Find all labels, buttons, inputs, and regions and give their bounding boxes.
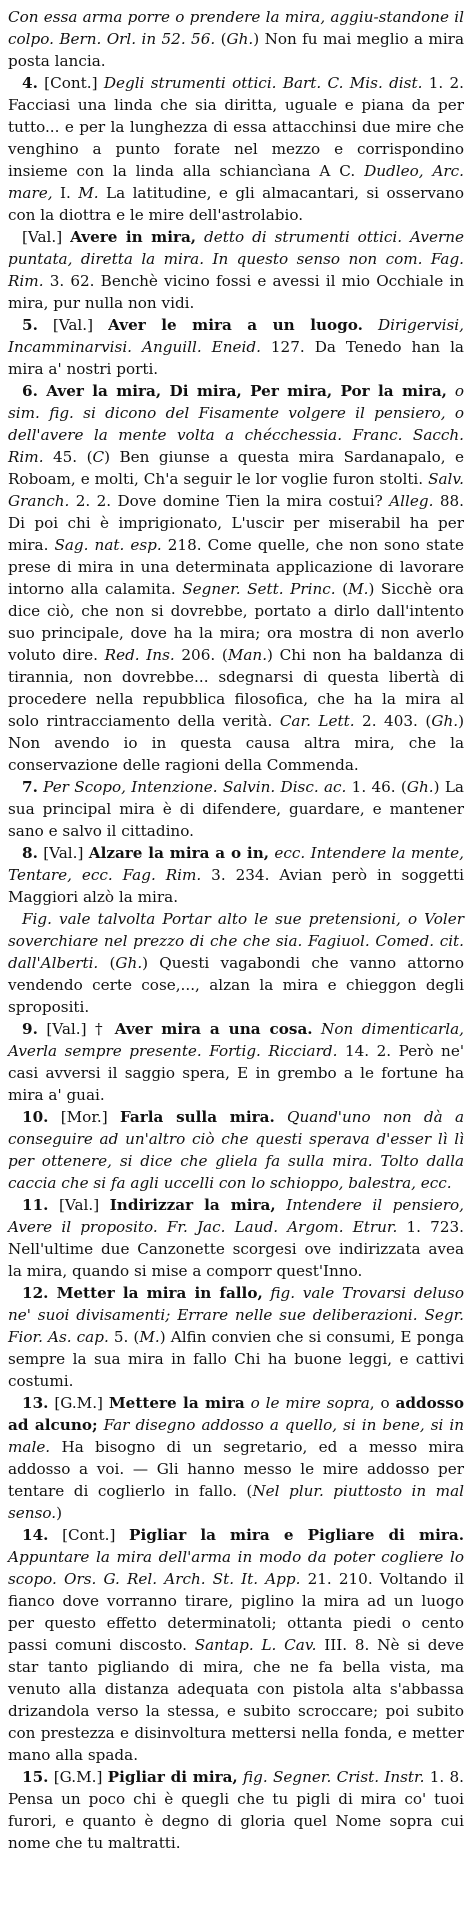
- entry-text: 14. 2. Però ne' casi avversi il saggio spera, E in grembo a le fortune ha mira a' guai.: [8, 1042, 465, 1104]
- entry-italic-text: C: [92, 448, 105, 466]
- entry-italic-text: Dudleo, Arc. mare,: [8, 162, 465, 202]
- entry-headword: Alzare la mira a o in,: [88, 844, 270, 862]
- entry-italic-text: Quand'uno non dà a conseguire ad un'altro ciò che questi sperava d'esser lì lì per ottenere, si dice che gliela fa sulla mira. Tolto dalla caccia che si fa agli uccelli con lo schioppo, balestra, ecc.: [8, 1108, 464, 1192]
- entry-text: I.: [52, 184, 79, 202]
- dictionary-column: [8, 6, 464, 1854]
- entry-text: ) Ben giunse a questa mira Sardanapalo, e Roboam, e molti, Ch'a seguir le lor voglie furon stolti.: [8, 448, 464, 488]
- entry-text: ) Chi non ha baldanza di tirannia, non dovrebbe... sdegnarsi di questa libertà di procedere nella repubblica filosofica, che ha la mira al solo rintracciamento della verità.: [8, 646, 464, 730]
- entry-number: 4.: [22, 74, 38, 92]
- entry-text: [G.M.]: [48, 1394, 109, 1412]
- entry-text: 206. (: [174, 646, 228, 664]
- entry-number: 6.: [22, 382, 38, 400]
- entry-text: ) Alfin convien che si consumi, E ponga sempre la sua mira in fallo Chi ha buone leggi, e cattivi costumi.: [8, 1328, 465, 1390]
- entry-text: 1. 46. (: [346, 778, 407, 796]
- entry-text: , o: [369, 1394, 396, 1412]
- entry-italic-text: Gh.: [406, 778, 434, 796]
- dictionary-entry-paragraph: [8, 6, 464, 72]
- entry-number: 15.: [22, 1768, 49, 1786]
- entry-headword: addosso ad alcuno;: [8, 1394, 464, 1434]
- entry-italic-text: M.: [78, 184, 99, 202]
- entry-text: (: [98, 954, 116, 972]
- entry-italic-text: Santap. L. Cav.: [194, 1636, 317, 1654]
- dictionary-entry-paragraph: [8, 1524, 464, 1766]
- entry-italic-text: Fig. vale talvolta Portar alto le sue pretensioni, o Voler soverchiare nel prezzo di che che sia. Fagiuol. Comed. cit. dall'Alberti.: [8, 910, 464, 972]
- entry-text: [Val.]: [48, 1196, 110, 1214]
- entry-text: [Val.]: [22, 228, 71, 246]
- entry-text: 2. 2. Dove domine Tien la mira costui?: [69, 492, 390, 510]
- entry-number: 8.: [22, 844, 38, 862]
- entry-text: 127. Da Tenedo han la mira a' nostri porti.: [8, 338, 464, 378]
- entry-italic-text: Intendere il pensiero, Avere il proposito. Fr. Jac. Laud. Argom. Etrur.: [8, 1196, 464, 1236]
- entry-headword: Pigliar la mira e Pigliare di mira.: [129, 1526, 464, 1544]
- entry-number: 5.: [22, 316, 38, 334]
- entry-text: 2. 403. (: [354, 712, 432, 730]
- entry-italic-text: Gh.: [431, 712, 459, 730]
- entry-text: ) Non avendo io in questa causa altra mira, che la conservazione delle ragioni della Commenda.: [8, 712, 464, 774]
- entry-headword: Farla sulla mira.: [119, 1108, 275, 1126]
- entry-italic-text: M.: [348, 580, 369, 598]
- entry-italic-text: fig. vale Trovarsi deluso ne' suoi divisamenti; Errare nelle sue deliberazioni. Segr. Fior. As. cap.: [8, 1284, 464, 1346]
- entry-italic-text: Gh.: [115, 954, 143, 972]
- entry-headword: Aver la mira, Di mira, Per mira, Por la mira,: [37, 382, 447, 400]
- entry-number: 14.: [22, 1526, 49, 1544]
- entry-italic-text: detto di strumenti ottici. Averne puntata, diretta la mira. In questo senso non com. Fag. Rim.: [8, 228, 464, 290]
- entry-text: 218. Come quelle, che non sono state prese di mira in una determinata applicazione di lavorare intorno alla calamita.: [8, 536, 464, 598]
- entry-italic-text: o sim. fig. si dicono del Fisamente volgere il pensiero, o dell'avere la mente volta a chécchessia. Franc. Sacch. Rim.: [8, 382, 464, 466]
- entry-text: [Cont.]: [37, 74, 104, 92]
- dictionary-entry-paragraph: [8, 842, 464, 908]
- entry-number: 10.: [22, 1108, 49, 1126]
- entry-italic-text: Segner. Sett. Princ.: [182, 580, 336, 598]
- entry-italic-text: fig. Segner. Crist. Instr.: [237, 1768, 425, 1786]
- entry-headword: Aver le mira a un luogo.: [108, 316, 363, 334]
- entry-italic-text: M.: [139, 1328, 160, 1346]
- entry-italic-text: Far disegno addosso a quello, si in bene, si in male.: [8, 1416, 464, 1456]
- entry-italic-text: Appuntare la mira dell'arma in modo da poter cogliere lo scopo. Ors. G. Rel. Arch. St. It. App.: [8, 1548, 464, 1588]
- dictionary-entry-paragraph: [8, 1766, 464, 1854]
- entry-italic-text: Nel plur. piuttosto in mal senso.: [8, 1482, 464, 1522]
- entry-italic-text: Gh.: [226, 30, 254, 48]
- entry-text: 3. 234. Avian però in soggetti Maggiori alzò la mira.: [8, 866, 464, 906]
- entry-italic-text: Con essa arma porre o prendere la mira, aggiu-standone il colpo. Bern. Orl. in 52. 56.: [8, 8, 464, 48]
- entry-text: 88. Di poi chi è imprigionato, L'uscir per miserabil ha per mira.: [8, 492, 464, 554]
- dictionary-entry-paragraph: [8, 1282, 464, 1392]
- entry-number: 12.: [22, 1284, 49, 1302]
- entry-text: [Val.]: [37, 316, 109, 334]
- entry-headword: Aver mira a una cosa.: [114, 1020, 313, 1038]
- entry-text: 21. 210. Voltando il fianco dove vorranno tirare, piglino la mira ad un luogo per questo effetto determinatoli; ottanta piedi o cento passi comuni discosto.: [8, 1570, 465, 1654]
- entry-text: [Mor.]: [48, 1108, 120, 1126]
- dictionary-entry-paragraph: [8, 1106, 464, 1194]
- entry-text: 1. 8. Pensa un poco chi è quegli che tu pigli di mira co' tuoi furori, e quanto è degno di gloria quel Nome sopra cui nome che tu maltratti.: [8, 1768, 464, 1852]
- entry-text: [G.M.]: [48, 1768, 108, 1786]
- dictionary-entry-paragraph: [8, 314, 464, 380]
- entry-text: ): [56, 1504, 62, 1522]
- entry-italic-text: Non dimenticarla, Averla sempre presente. Fortig. Ricciard.: [8, 1020, 465, 1060]
- entry-headword: Indirizzar la mira,: [109, 1196, 276, 1214]
- entry-italic-text: Man.: [227, 646, 268, 664]
- entry-italic-text: Dirigervisi, Incamminarvisi. Anguill. Eneid.: [8, 316, 464, 356]
- entry-text: III. 8. Nè si deve star tanto pigliando di mira, che ne fa bella vista, ma venuto alla distanza adequata con pistola alta s'abbassa drizandola verso la stessa, e subito scroccare; poi subito con prestezza e disinvoltura mettersi nella fonda, e metter mano alla spada.: [8, 1636, 464, 1764]
- entry-italic-text: Alleg.: [389, 492, 434, 510]
- dictionary-entry-paragraph: [8, 72, 464, 226]
- entry-italic-text: Degli strumenti ottici. Bart. C. Mis. dist.: [103, 74, 423, 92]
- entry-text: 1. 723. Nell'ultime due Canzonette scorgesi ove indirizzata avea la mira, quando si mise a comporr quest'Inno.: [8, 1218, 464, 1280]
- dictionary-entry-paragraph: [8, 908, 464, 1018]
- dictionary-entry-paragraph: [8, 1018, 464, 1106]
- dictionary-entry-paragraph: [8, 776, 464, 842]
- entry-text: 1. 2. Facciasi una linda che sia diritta, uguale e piana da per tutto... e per la lunghezza di essa attacchinsi due mire che venghino a punto forate nel mezzo e corrispondino insieme con la linda alla schiancìana A C.: [8, 74, 465, 180]
- entry-text: 3. 62. Benchè vicino fossi e avessi il mio Occhiale in mira, pur nulla non vidi.: [8, 272, 464, 312]
- dictionary-entry-paragraph: [8, 1194, 464, 1282]
- entry-italic-text: Per Scopo, Intenzione. Salvin. Disc. ac.: [37, 778, 347, 796]
- entry-text: 5. (: [108, 1328, 140, 1346]
- entry-text: ) Sicchè ora dice ciò, che non si dovrebbe, portato a dirlo dall'intento suo principale, dove ha la mira; ora mostra di non averlo voluto dire.: [8, 580, 464, 664]
- entry-number: 9.: [22, 1020, 38, 1038]
- dictionary-entry-paragraph: [8, 226, 464, 314]
- entry-number: 7.: [22, 778, 38, 796]
- entry-text: [Cont.]: [48, 1526, 130, 1544]
- entry-italic-text: o le mire sopra: [244, 1394, 370, 1412]
- entry-italic-text: Salv. Granch.: [8, 470, 464, 510]
- entry-number: 13.: [22, 1394, 49, 1412]
- entry-text: [Val.]: [37, 844, 89, 862]
- entry-headword: Metter la mira in fallo,: [48, 1284, 263, 1302]
- dictionary-entry-paragraph: [8, 380, 464, 776]
- entry-headword: Mettere la mira: [108, 1394, 245, 1412]
- dictionary-entry-paragraph: [8, 1392, 464, 1524]
- entry-italic-text: Red. Ins.: [104, 646, 175, 664]
- entry-text: ) Non fu mai meglio a mira posta lancia.: [8, 30, 464, 70]
- entry-italic-text: Car. Lett.: [279, 712, 355, 730]
- entry-text: Ha bisogno di un segretario, ed a messo mira addosso a voi. — Gli hanno messo le mire addosso per tentare di coglierlo in fallo. (: [8, 1438, 464, 1500]
- entry-headword: Avere in mira,: [70, 228, 197, 246]
- entry-italic-text: ecc. Intendere la mente, Tentare, ecc. Fag. Rim.: [8, 844, 464, 884]
- entry-text: [Val.] †: [37, 1020, 115, 1038]
- entry-text: ) La sua principal mira è di difendere, guardare, e mantener sano e salvo il cittadino.: [8, 778, 464, 840]
- entry-text: ) Questi vagabondi che vanno attorno vendendo certe cose,..., alzan la mira e chieggon degli spropositi.: [8, 954, 464, 1016]
- entry-text: La latitudine, e gli almacantari, si osservano con la diottra e le mire dell'astrolabio.: [8, 184, 464, 224]
- entry-italic-text: Sag. nat. esp.: [54, 536, 162, 554]
- entry-text: (: [335, 580, 349, 598]
- entry-text: 45. (: [43, 448, 93, 466]
- entry-text: (: [215, 30, 227, 48]
- entry-headword: Pigliar di mira,: [107, 1768, 238, 1786]
- entry-number: 11.: [22, 1196, 49, 1214]
